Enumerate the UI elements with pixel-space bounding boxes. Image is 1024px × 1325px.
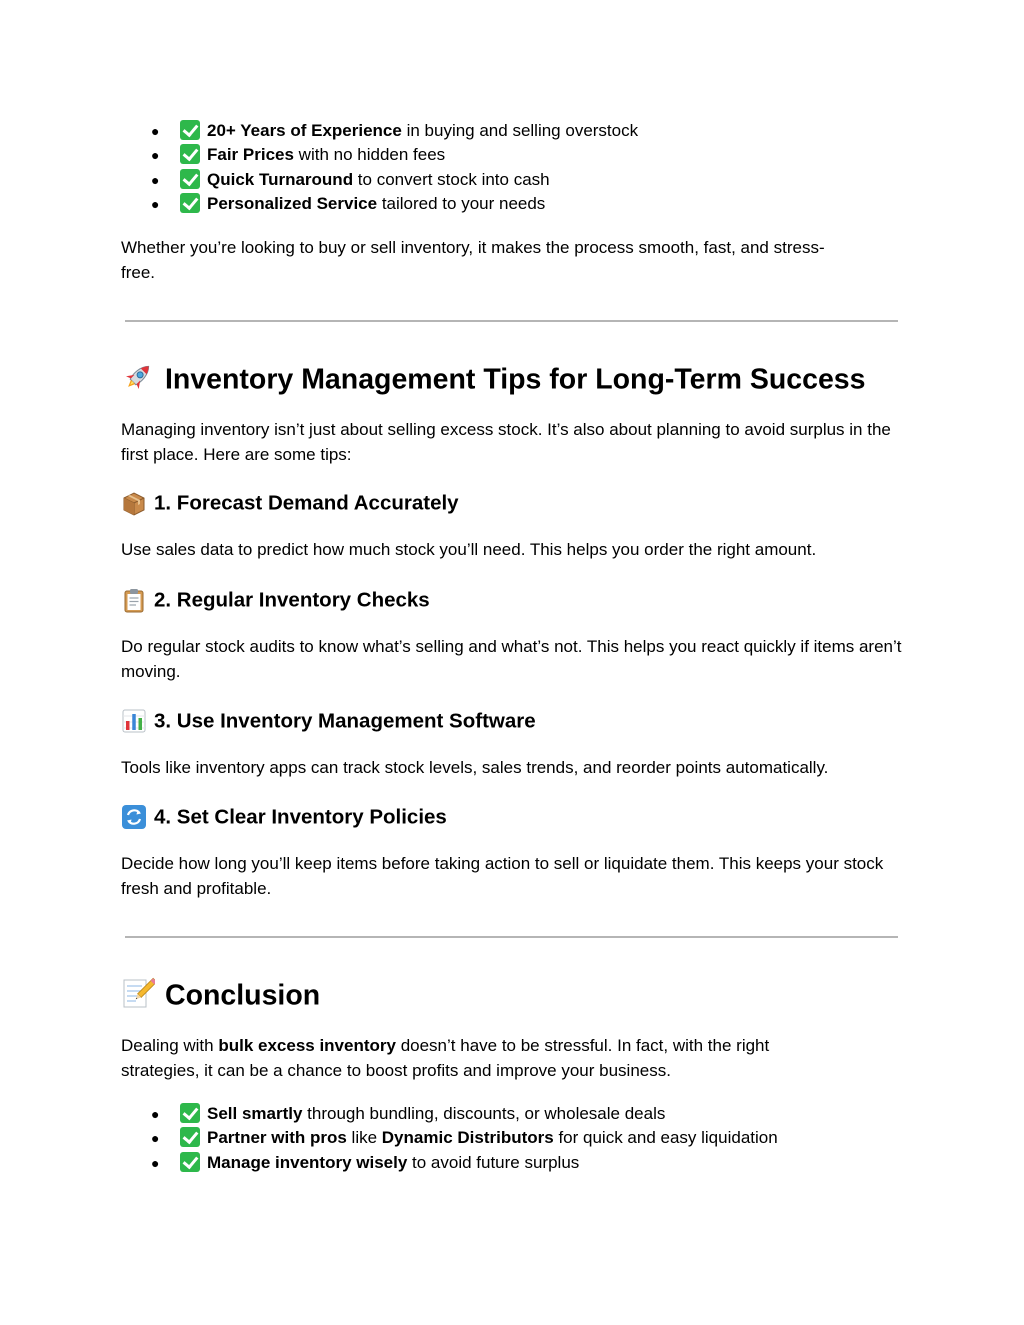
list-item: ● Partner with pros like Dynamic Distributors for quick and easy liquidation — [121, 1126, 911, 1150]
clipboard-icon — [121, 587, 147, 613]
tip-title: 4. Set Clear Inventory Policies — [154, 805, 447, 829]
bullet: ● — [151, 123, 160, 139]
list-item: ● Sell smartly through bundling, discounts, or wholesale deals — [121, 1102, 911, 1126]
section-divider — [125, 936, 898, 938]
tip-heading-forecast — [121, 489, 459, 518]
tip-title: 2. Regular Inventory Checks — [154, 588, 430, 612]
list-item: ● Manage inventory wisely to avoid future surplus — [121, 1151, 911, 1175]
check-mark-icon — [180, 1103, 200, 1123]
tip-heading-checks — [121, 586, 430, 615]
section-divider — [125, 320, 898, 322]
check-mark-icon — [180, 1127, 200, 1147]
conclusion-heading — [121, 976, 320, 1013]
bullet: ● — [151, 147, 160, 164]
tip-text: Do regular stock audits to know what’s selling and what’s not. This helps you react quickly if items aren’t moving. — [121, 637, 902, 681]
tip-text: Tools like inventory apps can track stock levels, sales trends, and reorder points automatically. — [121, 758, 829, 777]
bullet: ● — [151, 1154, 160, 1171]
check-mark-icon — [180, 169, 200, 189]
bullet: ● — [151, 171, 160, 188]
tips-section-title: Inventory Management Tips for Long-Term Success — [165, 363, 866, 396]
list-item: ● Quick Turnaround to convert stock into cash — [121, 168, 911, 192]
tips-intro-paragraph: Managing inventory isn’t just about selling excess stock. It’s also about planning to avoid surplus in the first place. Here are some tips: — [121, 420, 891, 464]
bullet: ● — [151, 196, 160, 213]
list-item: ● Personalized Service tailored to your needs — [121, 192, 911, 216]
package-icon — [121, 490, 147, 516]
list-item: ● 20+ Years of Experience in buying and selling overstock — [121, 119, 911, 143]
check-mark-icon — [180, 144, 200, 164]
tip-text: Decide how long you’ll keep items before taking action to sell or liquidate them. This keeps your stock fresh and profitable. — [121, 854, 884, 898]
tips-section-heading — [121, 360, 866, 397]
tip-text: Use sales data to predict how much stock you’ll need. This helps you order the right amount. — [121, 540, 817, 559]
check-mark-icon — [180, 1152, 200, 1172]
intro-checklist — [121, 119, 911, 217]
tip-title: 1. Forecast Demand Accurately — [154, 491, 459, 515]
tip-heading-software — [121, 707, 536, 736]
conclusion-paragraph: Dealing with bulk excess inventory doesn’t have to be stressful. In fact, with the right strategies, it can be a chance to boost profits and improve your business. — [121, 1036, 770, 1080]
check-mark-icon — [180, 193, 200, 213]
tip-title: 3. Use Inventory Management Software — [154, 709, 536, 733]
conclusion-checklist — [121, 1102, 911, 1175]
bullet: ● — [151, 1130, 160, 1147]
rocket-icon — [121, 360, 155, 394]
intro-paragraph: Whether you’re looking to buy or sell inventory, it makes the process smooth, fast, and stress-free. — [121, 238, 825, 282]
conclusion-title: Conclusion — [165, 979, 321, 1012]
bullet: ● — [151, 1106, 160, 1122]
tip-heading-policies — [121, 803, 447, 832]
memo-icon — [121, 976, 155, 1010]
list-item: ● Fair Prices with no hidden fees — [121, 143, 911, 167]
bar-chart-icon — [121, 708, 147, 734]
check-mark-icon — [180, 120, 200, 140]
refresh-icon — [121, 804, 147, 830]
